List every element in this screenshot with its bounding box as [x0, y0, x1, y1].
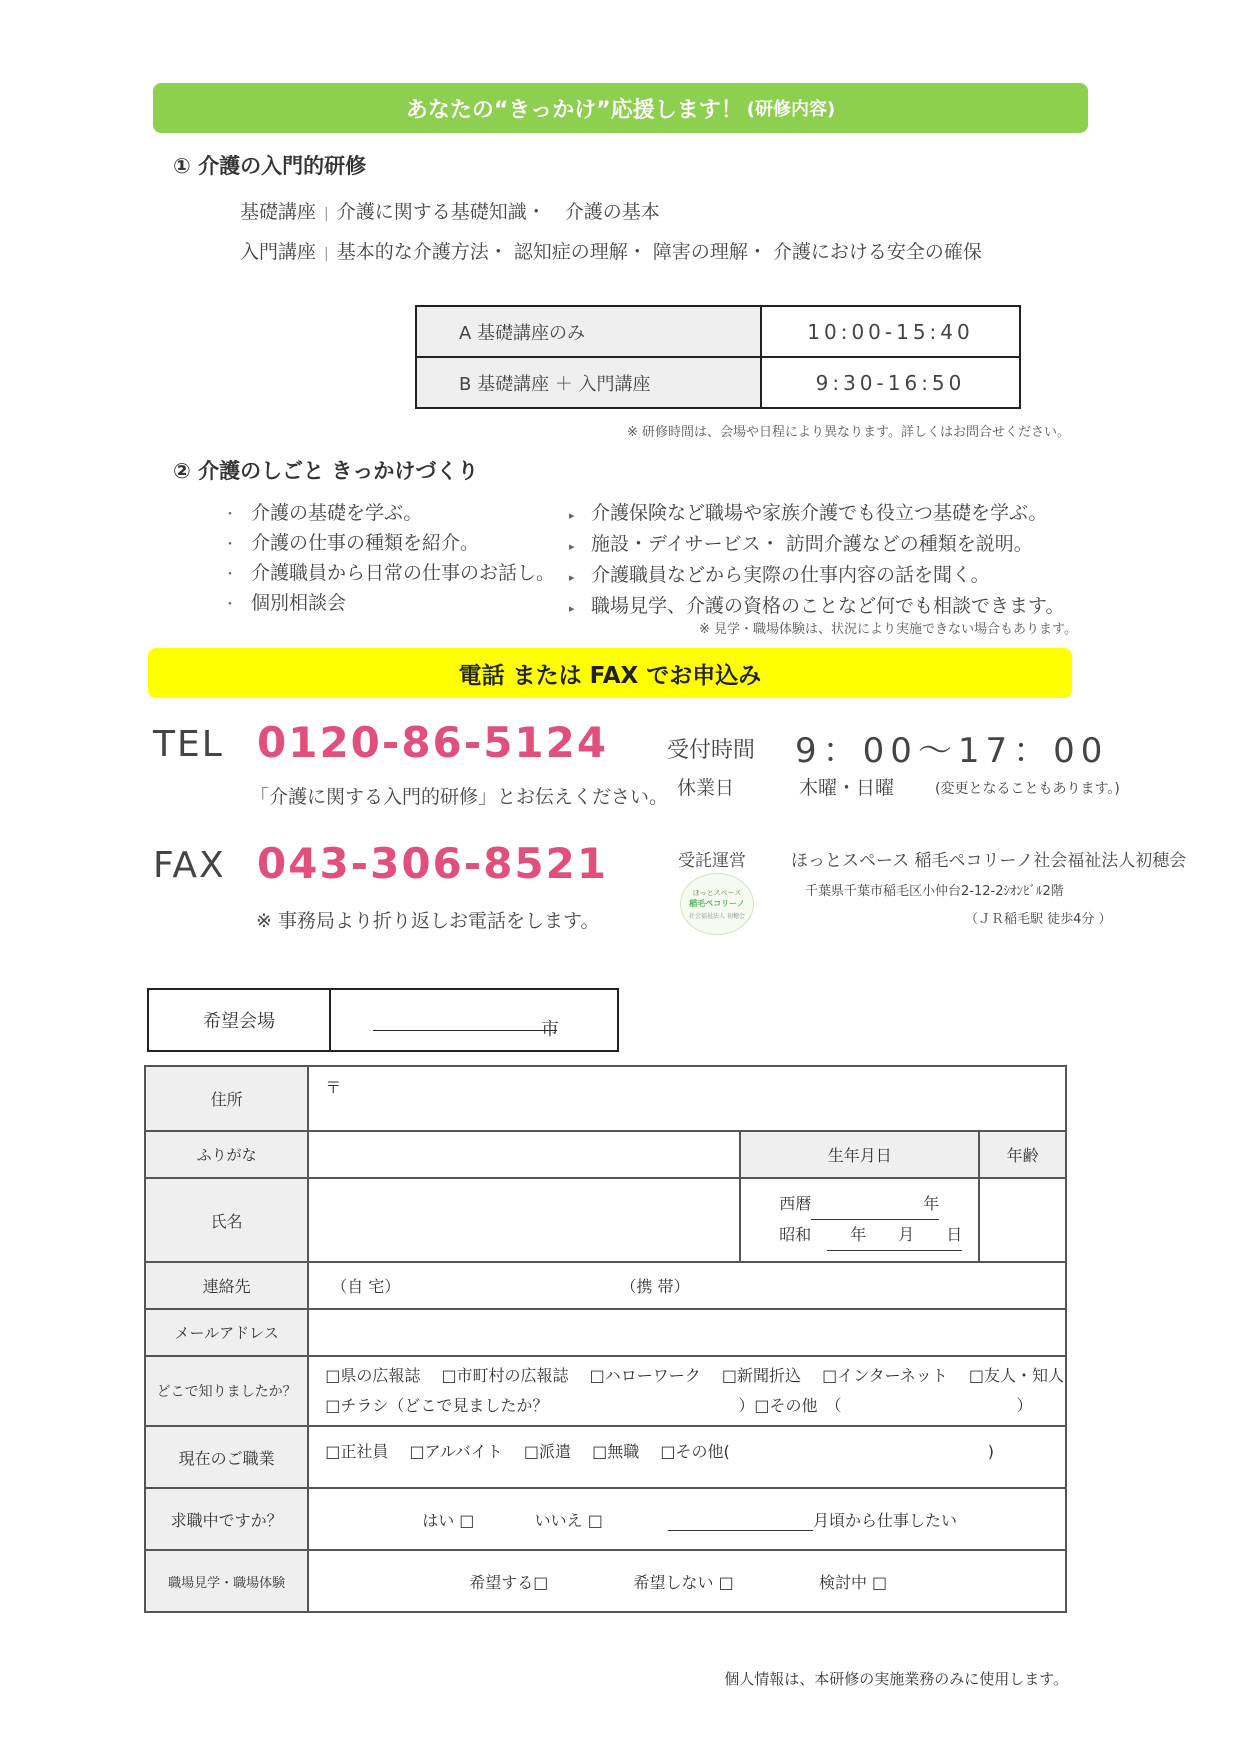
- hours-value: 9：00～17：00: [795, 731, 1109, 771]
- closed-value: 木曜・日曜: [799, 777, 895, 799]
- seeking-no[interactable]: いいえ □: [534, 1510, 603, 1530]
- tel-number[interactable]: 0120-86-5124: [257, 718, 609, 767]
- source-option-other[interactable]: ）□その他 （: [738, 1396, 842, 1415]
- list-item: ・ 介護の基礎を学ぶ。: [223, 499, 555, 529]
- mobile-phone-label: （携 帯）: [620, 1277, 690, 1296]
- list-item: ・ 介護職員から日常の仕事のお話し。: [223, 559, 555, 589]
- source-options: □県の広報誌 □市町村の広報誌 □ハローワーク □新聞折込 □インターネット □友人・知人 □チラシ（どこで見ましたか？ ）□その他 （ ）: [308, 1356, 1066, 1426]
- privacy-note: 個人情報は、本研修の実施業務のみに使用します。: [724, 1670, 1068, 1688]
- home-phone-label: （自 宅）: [331, 1277, 401, 1296]
- list-item: ▸ 介護職員などから実際の仕事内容の話を聞く。: [569, 561, 1064, 592]
- section2-title: ② 介護のしごと きっかけづくり: [173, 459, 479, 483]
- form-row-furigana: [145, 1131, 1066, 1178]
- operator-access: （ＪＲ稲毛駅 徒歩4分 ）: [965, 912, 1112, 927]
- banner-subtitle: (研修内容): [746, 99, 836, 120]
- fax-note: ※ 事務局より折り返しお電話をします。: [256, 910, 600, 932]
- form-row-visit: [145, 1550, 1066, 1612]
- address-field[interactable]: [308, 1066, 1066, 1131]
- schedule-label: B 基礎講座 ＋ 入門講座: [416, 357, 761, 408]
- bullet-list-left: [223, 499, 555, 619]
- form-row-source: [145, 1356, 1066, 1426]
- schedule-table: [415, 305, 1021, 409]
- tel-label: TEL: [153, 724, 224, 765]
- source-label: どこで知りましたか？: [145, 1356, 308, 1426]
- seeking-options: [308, 1488, 1066, 1550]
- seeking-when: 月頃から仕事したい: [813, 1510, 958, 1530]
- birth-label: 生年月日: [740, 1131, 979, 1178]
- operator-label: 受託運営: [678, 851, 746, 871]
- contact-label: 連絡先: [145, 1262, 308, 1309]
- seeking-label: 求職中ですか？: [145, 1488, 308, 1550]
- visit-option[interactable]: 検討中 □: [818, 1572, 888, 1592]
- job-option[interactable]: □無職: [592, 1442, 640, 1461]
- schedule-label: A 基礎講座のみ: [416, 306, 761, 357]
- venue-input[interactable]: [331, 990, 617, 1050]
- bullet-icon: ・: [223, 537, 237, 553]
- job-option[interactable]: □その他(: [660, 1442, 730, 1461]
- address-label: 住所: [145, 1066, 308, 1131]
- bullet-list-right: [569, 499, 1064, 623]
- furigana-label: ふりがな: [145, 1131, 308, 1178]
- visit-option[interactable]: 希望する□: [469, 1572, 549, 1592]
- divider: |: [324, 206, 329, 222]
- schedule-time: 9:30-16:50: [761, 357, 1020, 408]
- venue-box: [147, 988, 619, 1052]
- job-label: 現在のご職業: [145, 1426, 308, 1488]
- basic-course-label: 基礎講座: [240, 201, 317, 223]
- seeking-yes[interactable]: はい □: [422, 1510, 475, 1530]
- venue-label: 希望会場: [149, 990, 331, 1050]
- job-options: □正社員 □アルバイト □派遣 □無職 □その他( ): [308, 1426, 1066, 1488]
- intro-course-label: 入門講座: [240, 241, 317, 263]
- visit-note: ※ 見学・職場体験は、状況により実施できない場合もあります。: [699, 622, 1077, 637]
- name-field[interactable]: [308, 1178, 740, 1262]
- intro-course-line: [240, 237, 982, 264]
- email-label: メールアドレス: [145, 1309, 308, 1356]
- source-option[interactable]: □ハローワーク: [589, 1366, 701, 1385]
- fax-label: FAX: [153, 845, 226, 886]
- form-row-email: [145, 1309, 1066, 1356]
- birth-field[interactable]: 西暦 年 昭和 年 月 日: [740, 1178, 979, 1262]
- source-option[interactable]: □友人・知人: [968, 1366, 1064, 1385]
- form-row-contact: [145, 1262, 1066, 1309]
- list-item: ▸ 施設・デイサービス・ 訪問介護などの種類を説明。: [569, 530, 1064, 561]
- form-row-seeking: [145, 1488, 1066, 1550]
- age-field[interactable]: [979, 1178, 1066, 1262]
- operator-address: 千葉県千葉市稲毛区小仲台2-12-2ｼｵﾝﾋﾞﾙ2階: [805, 884, 1064, 899]
- source-option[interactable]: □市町村の広報誌: [441, 1366, 569, 1385]
- hours-label: 受付時間: [667, 738, 756, 763]
- list-item: ・ 個別相談会: [223, 589, 555, 619]
- visit-option[interactable]: 希望しない □: [633, 1572, 734, 1592]
- source-option-flyer[interactable]: □チラシ（どこで見ましたか？: [325, 1396, 549, 1415]
- apply-banner: 電話 または FAX でお申込み: [148, 648, 1072, 698]
- bullet-icon: ・: [223, 597, 237, 613]
- visit-label: 職場見学・職場体験: [145, 1550, 308, 1612]
- form-row-name: [145, 1178, 1066, 1262]
- email-field[interactable]: [308, 1309, 1066, 1356]
- schedule-row: [416, 306, 1020, 357]
- source-option[interactable]: □インターネット: [822, 1366, 948, 1385]
- furigana-field[interactable]: [308, 1131, 740, 1178]
- job-option[interactable]: □派遣: [523, 1442, 572, 1461]
- list-item: ▸ 介護保険など職場や家族介護でも役立つ基礎を学ぶ。: [569, 499, 1064, 530]
- source-option[interactable]: □県の広報誌: [325, 1366, 421, 1385]
- age-label: 年齢: [979, 1131, 1066, 1178]
- job-option[interactable]: □アルバイト: [409, 1442, 503, 1461]
- bullet-icon: ・: [223, 567, 237, 583]
- list-item: ▸ 職場見学、介護の資格のことなど何でも相談できます。: [569, 592, 1064, 623]
- venue-underline: [373, 1030, 557, 1031]
- section-banner: [153, 83, 1088, 133]
- postal-mark: 〒: [325, 1078, 342, 1097]
- pecorino-logo: ほっとスペース 稲毛ペコリーノ 社会福祉法人 初穂会: [680, 873, 754, 935]
- tel-note: 「介護に関する入門的研修」とお伝えください。: [250, 786, 669, 808]
- basic-course-line: [240, 197, 660, 224]
- arrow-bullet-icon: ▸: [569, 509, 575, 522]
- seeking-month-field[interactable]: [668, 1511, 813, 1531]
- arrow-bullet-icon: ▸: [569, 540, 575, 553]
- contact-field[interactable]: [308, 1262, 1066, 1309]
- name-label: 氏名: [145, 1178, 308, 1262]
- basic-course-content: 介護に関する基礎知識・ 介護の基本: [336, 201, 660, 223]
- operator-name: ほっとスペース 稲毛ペコリーノ社会福祉法人初穂会: [791, 851, 1187, 871]
- visit-options: [308, 1550, 1066, 1612]
- form-row-job: [145, 1426, 1066, 1488]
- intro-course-content: 基本的な介護方法・ 認知症の理解・ 障害の理解・ 介護における安全の確保: [336, 241, 982, 263]
- list-item: ・ 介護の仕事の種類を紹介。: [223, 529, 555, 559]
- application-form: [144, 1065, 1067, 1613]
- section1-title: ① 介護の入門的研修: [173, 154, 367, 178]
- fax-number[interactable]: 043-306-8521: [257, 839, 609, 888]
- source-option[interactable]: □新聞折込: [721, 1366, 801, 1385]
- bullet-icon: ・: [223, 507, 237, 523]
- schedule-row: [416, 357, 1020, 408]
- form-row-address: [145, 1066, 1066, 1131]
- schedule-time: 10:00-15:40: [761, 306, 1020, 357]
- divider: |: [324, 246, 329, 262]
- closed-label: 休業日: [677, 777, 735, 799]
- banner-title: あなたの“きっかけ”応援します！: [405, 97, 743, 123]
- venue-city-suffix: 市: [541, 1019, 559, 1040]
- job-option[interactable]: □正社員: [325, 1442, 389, 1461]
- closed-note: (変更となることもあります。): [935, 781, 1120, 797]
- arrow-bullet-icon: ▸: [569, 571, 575, 584]
- schedule-note: ※ 研修時間は、会場や日程により異なります。詳しくはお問合せください。: [627, 425, 1070, 440]
- arrow-bullet-icon: ▸: [569, 602, 575, 615]
